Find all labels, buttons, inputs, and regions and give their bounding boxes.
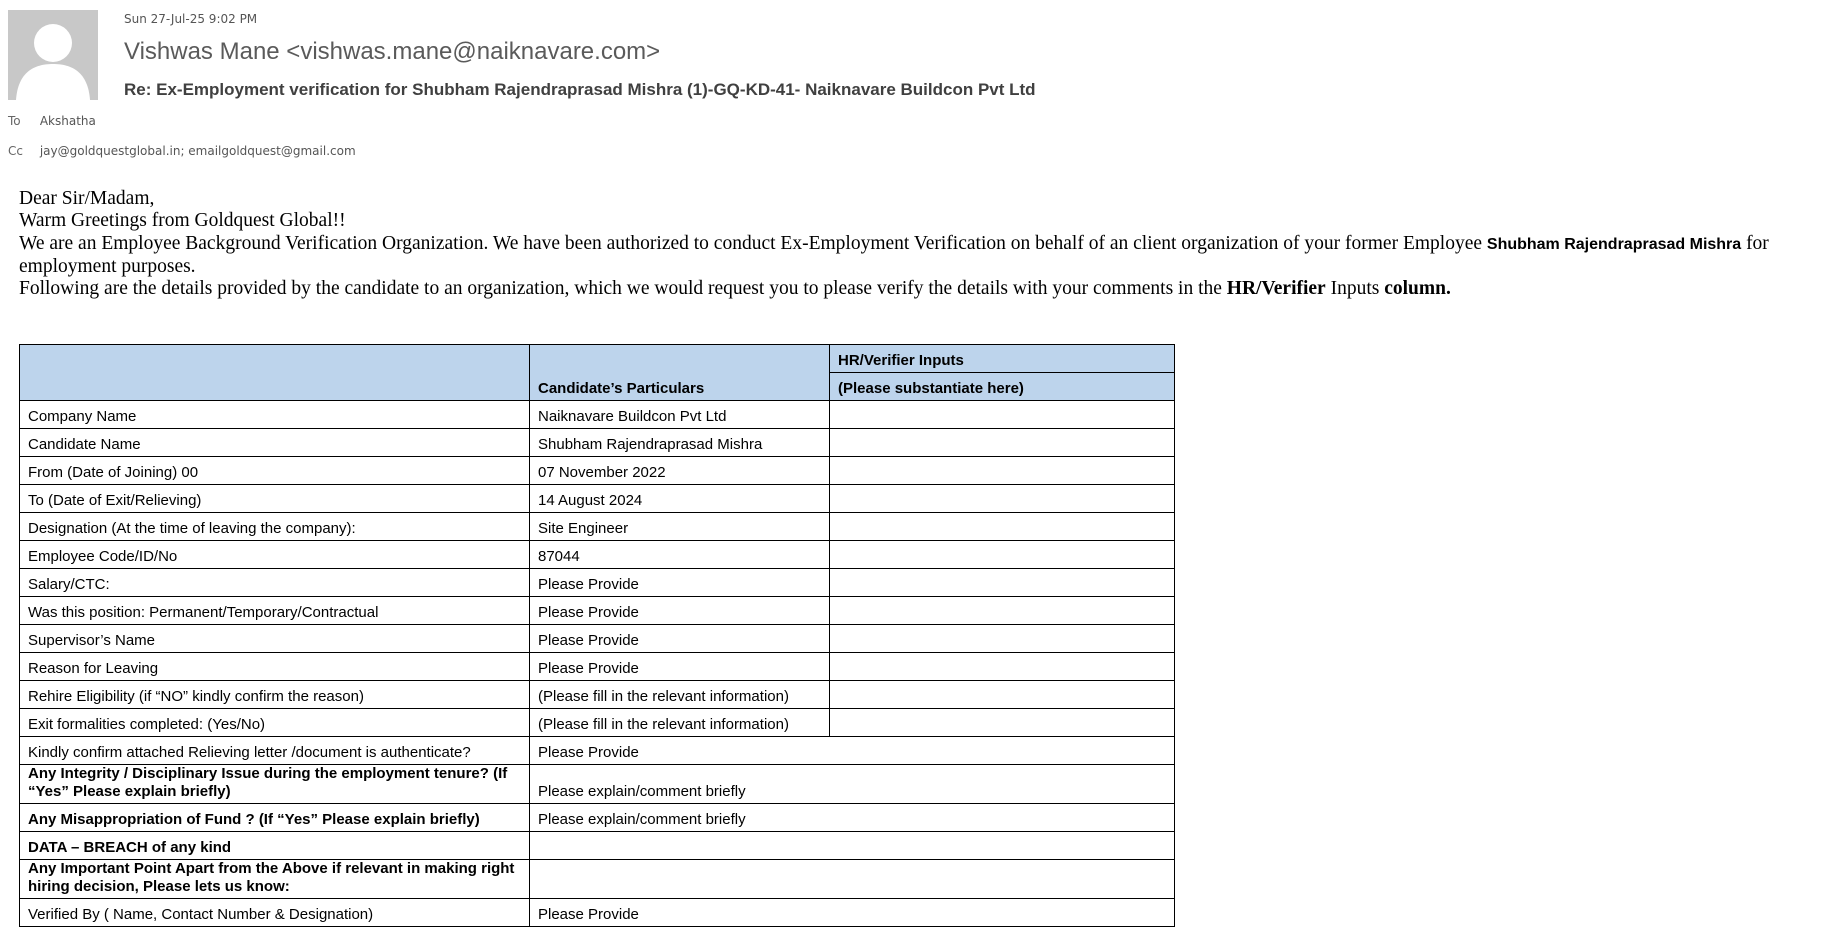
table-row: [20, 597, 1175, 625]
row-label: Supervisor’s Name: [20, 625, 530, 653]
intro-text: We are an Employee Background Verification Organization. We have been authorized to conduct Ex-Employment Verification on behalf of an client organization of your former Employee: [19, 232, 1483, 254]
greeting: Dear Sir/Madam,: [19, 188, 155, 209]
table-row-verified-by: [20, 899, 1175, 927]
row-label: To (Date of Exit/Relieving): [20, 485, 530, 513]
row-label: Verified By ( Name, Contact Number & Designation): [20, 899, 530, 927]
intro-paragraph: [19, 233, 1836, 279]
person-icon: [8, 10, 98, 100]
row-value[interactable]: [530, 832, 1175, 860]
row-value: 87044: [530, 541, 830, 569]
cc-recipients[interactable]: jay@goldquestglobal.in; emailgoldquest@gmail.com: [39, 144, 356, 158]
row-label: Candidate Name: [20, 429, 530, 457]
row-value: 07 November 2022: [530, 457, 830, 485]
header-blank: [20, 345, 530, 401]
row-value: Please Provide: [530, 597, 830, 625]
row-value: Please Provide: [530, 569, 830, 597]
row-value: Naiknavare Buildcon Pvt Ltd: [530, 401, 830, 429]
table-row: [20, 569, 1175, 597]
table-row: [20, 625, 1175, 653]
row-input[interactable]: [830, 485, 1175, 513]
row-label: Was this position: Permanent/Temporary/Contractual: [20, 597, 530, 625]
row-input[interactable]: [830, 541, 1175, 569]
header-hr-verifier: HR/Verifier Inputs: [830, 345, 1175, 373]
table-row: [20, 541, 1175, 569]
cc-line: [8, 144, 356, 158]
row-label: Rehire Eligibility (if “NO” kindly confirm the reason): [20, 681, 530, 709]
row-value: Site Engineer: [530, 513, 830, 541]
greeting-line: Warm Greetings from Goldquest Global!!: [19, 210, 346, 232]
table-row-important-point: [20, 860, 1175, 899]
table-row: [20, 653, 1175, 681]
row-input[interactable]: [830, 653, 1175, 681]
intro-text-end: for employment purposes.: [19, 232, 1769, 277]
row-input[interactable]: [830, 569, 1175, 597]
request-bold-2: column.: [1384, 278, 1451, 300]
to-label: To: [8, 114, 21, 128]
row-label: Designation (At the time of leaving the company):: [20, 513, 530, 541]
row-input[interactable]: [830, 625, 1175, 653]
row-label: Company Name: [20, 401, 530, 429]
row-label: DATA – BREACH of any kind: [20, 832, 530, 860]
request-bold-1: HR/Verifier: [1226, 278, 1326, 300]
table-row: [20, 681, 1175, 709]
row-input[interactable]: [830, 457, 1175, 485]
verification-table: [19, 344, 1175, 927]
table-row: [20, 513, 1175, 541]
row-label: Exit formalities completed: (Yes/No): [20, 709, 530, 737]
sender-avatar: [8, 10, 98, 100]
table-row: [20, 485, 1175, 513]
row-label: Any Misappropriation of Fund ? (If “Yes” Please explain briefly): [20, 804, 530, 832]
row-value: Please Provide: [530, 625, 830, 653]
email-sender[interactable]: Vishwas Mane <vishwas.mane@naiknavare.com>: [124, 38, 661, 65]
row-value[interactable]: Please explain/comment briefly: [530, 804, 1175, 832]
request-paragraph: [19, 278, 1836, 300]
row-value: 14 August 2024: [530, 485, 830, 513]
table-row-relieving-letter: [20, 737, 1175, 765]
row-label: Employee Code/ID/No: [20, 541, 530, 569]
row-value[interactable]: Please Provide: [530, 737, 1175, 765]
row-input[interactable]: [830, 429, 1175, 457]
candidate-name: Shubham Rajendraprasad Mishra: [1486, 235, 1742, 253]
email-subject: Re: Ex-Employment verification for Shubham Rajendraprasad Mishra (1)-GQ-KD-41- Naiknavare Buildcon Pvt Ltd: [124, 80, 1036, 99]
row-input[interactable]: [830, 709, 1175, 737]
table-header-row-1: [20, 345, 1175, 373]
row-input[interactable]: [830, 681, 1175, 709]
row-value[interactable]: Please explain/comment briefly: [530, 765, 1175, 804]
row-label: Kindly confirm attached Relieving letter /document is authenticate?: [20, 737, 530, 765]
table-row: [20, 429, 1175, 457]
row-input[interactable]: [830, 513, 1175, 541]
table-row: [20, 709, 1175, 737]
request-mid: Inputs: [1330, 278, 1380, 300]
row-value: Shubham Rajendraprasad Mishra: [530, 429, 830, 457]
request-text: Following are the details provided by the candidate to an organization, which we would request you to please verify the details with your comments in the: [19, 278, 1222, 300]
table-row: [20, 401, 1175, 429]
row-label: Any Important Point Apart from the Above if relevant in making right hiring decision, Please lets us know:: [20, 860, 530, 899]
row-value: (Please fill in the relevant information): [530, 709, 830, 737]
row-value[interactable]: Please Provide: [530, 899, 1175, 927]
to-recipient[interactable]: Akshatha: [39, 114, 96, 128]
table-row-integrity: [20, 765, 1175, 804]
table-row-misappropriation: [20, 804, 1175, 832]
email-body: [19, 188, 1836, 300]
header-substantiate: (Please substantiate here): [830, 373, 1175, 401]
to-line: [8, 114, 96, 128]
email-date: Sun 27-Jul-25 9:02 PM: [124, 12, 258, 26]
table-row-data-breach: [20, 832, 1175, 860]
row-value: (Please fill in the relevant information): [530, 681, 830, 709]
row-value: Please Provide: [530, 653, 830, 681]
table-row: [20, 457, 1175, 485]
row-input[interactable]: [830, 597, 1175, 625]
row-label: Reason for Leaving: [20, 653, 530, 681]
row-label: Any Integrity / Disciplinary Issue during the employment tenure? (If “Yes” Please explain briefly): [20, 765, 530, 804]
row-input[interactable]: [830, 401, 1175, 429]
row-label: Salary/CTC:: [20, 569, 530, 597]
row-label: From (Date of Joining) 00: [20, 457, 530, 485]
row-value[interactable]: [530, 860, 1175, 899]
cc-label: Cc: [8, 144, 23, 158]
header-candidate-particulars: Candidate’s Particulars: [530, 345, 830, 401]
